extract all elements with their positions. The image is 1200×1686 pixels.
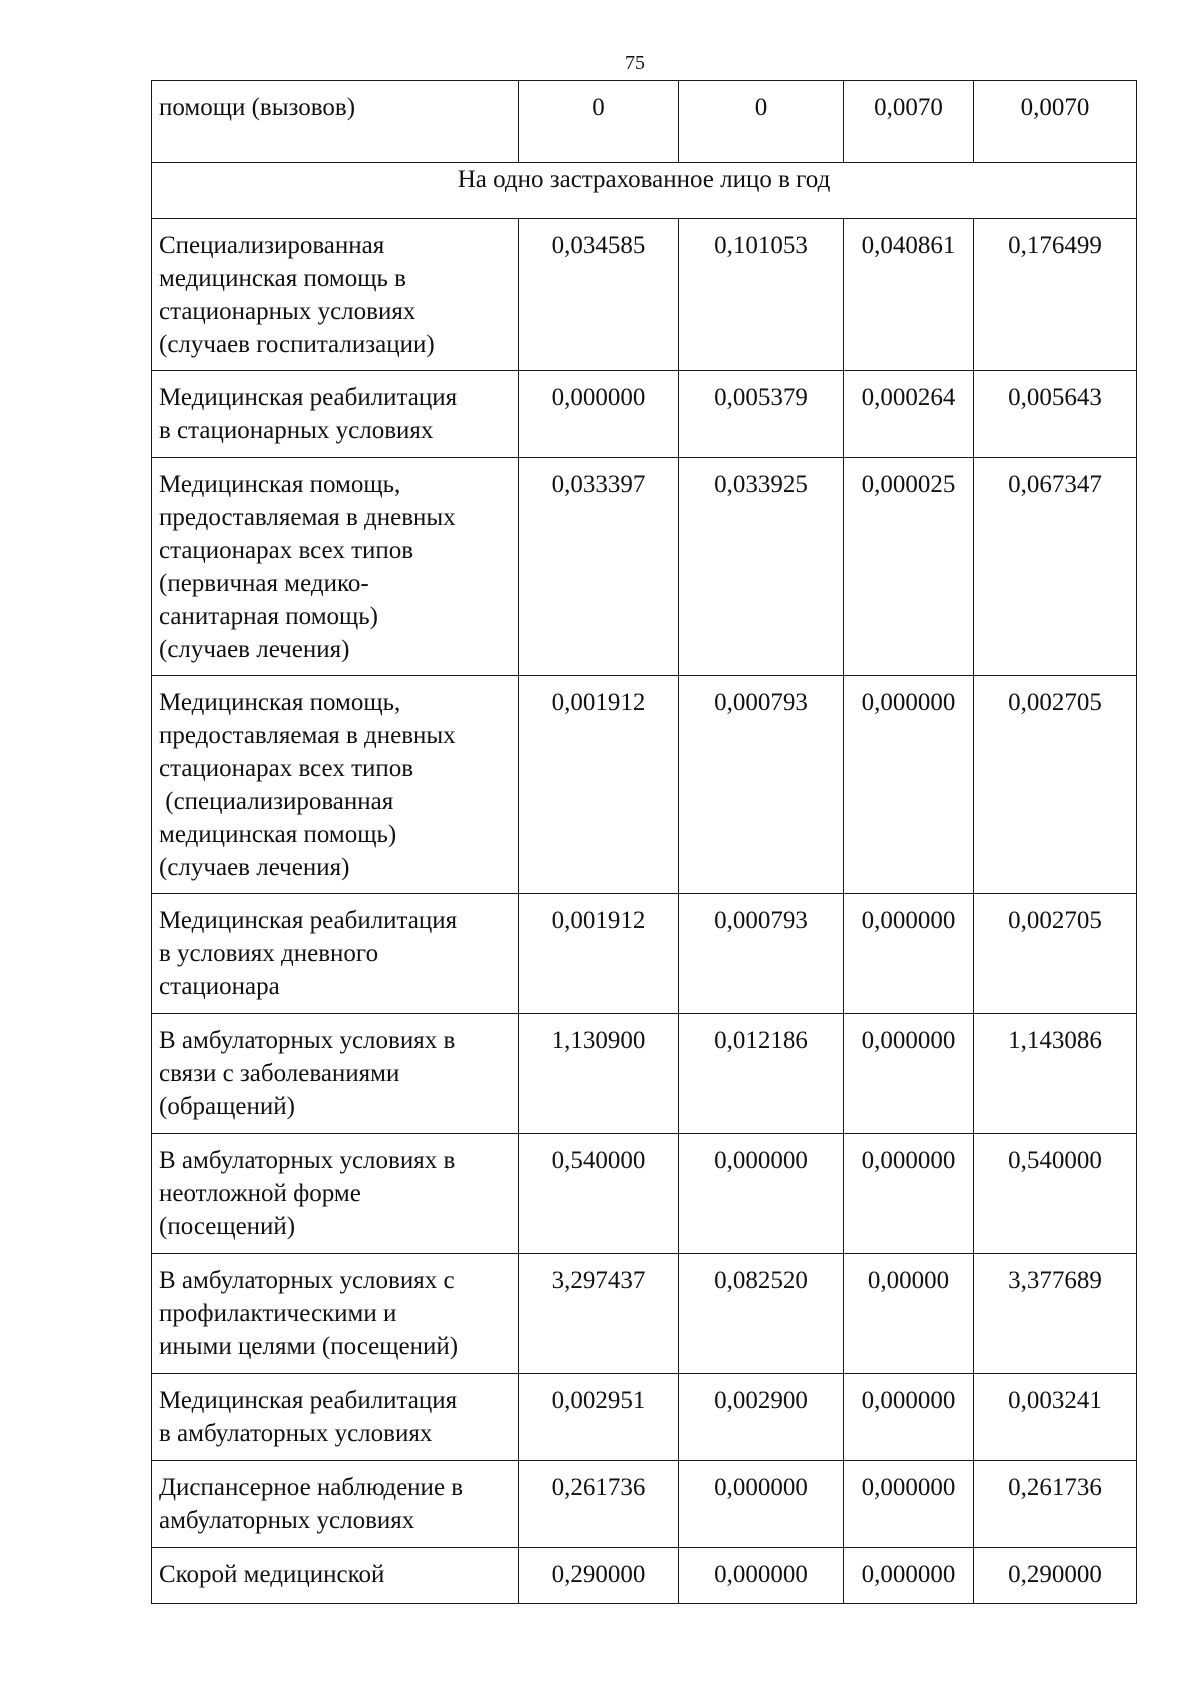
value-col-4: 0,067347 — [974, 458, 1137, 676]
value-col-4: 0,002705 — [974, 676, 1137, 894]
value-col-4: 1,143086 — [974, 1014, 1137, 1134]
value-col-4: 3,377689 — [974, 1254, 1137, 1374]
row-label-line: Медицинская реабилитация — [159, 384, 458, 411]
row-label-line: В амбулаторных условиях с — [159, 1267, 455, 1294]
value-col-3: 0,00000 — [844, 1254, 974, 1374]
row-label-line: Специализированная — [159, 232, 385, 259]
value-col-4: 0,176499 — [974, 219, 1137, 371]
value-col-3: 0,000025 — [844, 458, 974, 676]
row-label-line: иными целями (посещений) — [159, 1333, 459, 1360]
value-col-2: 0,005379 — [679, 371, 844, 458]
row-label-line: В амбулаторных условиях в — [159, 1147, 456, 1174]
row-label — [152, 1548, 519, 1604]
value-col-3: 0,000000 — [844, 676, 974, 894]
value-col-1: 0,002951 — [519, 1374, 679, 1461]
value-col-1: 0,001912 — [519, 676, 679, 894]
value-col-2: 0 — [679, 81, 844, 163]
value-col-3: 0,000000 — [844, 1134, 974, 1254]
value-col-1: 0,001912 — [519, 894, 679, 1014]
value-col-2: 0,002900 — [679, 1374, 844, 1461]
row-label — [152, 1134, 519, 1254]
row-label — [152, 458, 519, 676]
value-col-3: 0,000000 — [844, 1548, 974, 1604]
value-col-4: 0,0070 — [974, 81, 1137, 163]
row-label-line: медицинская помощь в — [159, 265, 406, 292]
value-col-3: 0,000000 — [844, 1461, 974, 1548]
row-label-line: в амбулаторных условиях — [159, 1420, 433, 1447]
row-label-line: Диспансерное наблюдение в — [159, 1474, 464, 1501]
value-col-4: 0,261736 — [974, 1461, 1137, 1548]
row-label-line: неотложной форме — [159, 1180, 361, 1207]
row-label: помощи (вызовов) — [152, 81, 519, 163]
row-label-line: санитарная помощь) — [159, 603, 379, 630]
value-col-2: 0,000000 — [679, 1548, 844, 1604]
row-label-line: Медицинская реабилитация — [159, 907, 458, 934]
data-table — [151, 80, 1137, 1604]
row-label-line: Скорой медицинской — [159, 1561, 385, 1588]
value-col-3: 0,000000 — [844, 1014, 974, 1134]
row-label-line: медицинская помощь) — [159, 821, 397, 848]
value-col-1: 0,034585 — [519, 219, 679, 371]
row-label-line: стационарных условиях — [159, 298, 416, 325]
value-col-1: 0,261736 — [519, 1461, 679, 1548]
row-label-line: стационарах всех типов — [159, 755, 414, 782]
value-col-4: 0,290000 — [974, 1548, 1137, 1604]
value-col-2: 0,082520 — [679, 1254, 844, 1374]
table-row — [152, 894, 1137, 1014]
value-col-4: 0,002705 — [974, 894, 1137, 1014]
row-label-line: В амбулаторных условиях в — [159, 1027, 456, 1054]
row-label — [152, 371, 519, 458]
row-label — [152, 1461, 519, 1548]
value-col-3: 0,000000 — [844, 1374, 974, 1461]
row-label — [152, 894, 519, 1014]
value-col-2: 0,000000 — [679, 1461, 844, 1548]
row-label-line: (обращений) — [159, 1093, 295, 1120]
table-row — [152, 458, 1137, 676]
row-label-line: предоставляемая в дневных — [159, 722, 456, 749]
table-row — [152, 676, 1137, 894]
row-label-line: (случаев лечения) — [159, 636, 350, 663]
row-label-line: Медицинская помощь, — [159, 471, 401, 498]
row-label — [152, 1374, 519, 1461]
row-label-line: (случаев лечения) — [159, 854, 350, 881]
table-row — [152, 1014, 1137, 1134]
value-col-1: 0,033397 — [519, 458, 679, 676]
value-col-1: 0,290000 — [519, 1548, 679, 1604]
value-col-2: 0,000793 — [679, 676, 844, 894]
row-label-line: стационара — [159, 973, 280, 1000]
table-row — [152, 1134, 1137, 1254]
table-row — [152, 1548, 1137, 1604]
value-col-1: 3,297437 — [519, 1254, 679, 1374]
row-label — [152, 1014, 519, 1134]
row-label — [152, 676, 519, 894]
table-row-top — [152, 81, 1137, 163]
row-label-line: амбулаторных условиях — [159, 1507, 415, 1534]
row-label-line: (специализированная — [159, 788, 394, 815]
row-label-line: (случаев госпитализации) — [159, 331, 435, 358]
value-col-3: 0,000000 — [844, 894, 974, 1014]
value-col-2: 0,000793 — [679, 894, 844, 1014]
table-row — [152, 219, 1137, 371]
section-header: На одно застрахованное лицо в год — [152, 163, 1137, 219]
row-label — [152, 219, 519, 371]
row-label-line: Медицинская реабилитация — [159, 1387, 458, 1414]
value-col-2: 0,000000 — [679, 1134, 844, 1254]
page-number: 75 — [625, 52, 645, 74]
value-col-4: 0,003241 — [974, 1374, 1137, 1461]
value-col-1: 0,540000 — [519, 1134, 679, 1254]
row-label-line: в условиях дневного — [159, 940, 379, 967]
row-label-line: (посещений) — [159, 1213, 296, 1240]
row-label-line: Медицинская помощь, — [159, 689, 401, 716]
row-label-line: связи с заболеваниями — [159, 1060, 400, 1087]
value-col-1: 0 — [519, 81, 679, 163]
row-label-line: стационарах всех типов — [159, 537, 414, 564]
table-row — [152, 1461, 1137, 1548]
value-col-1: 1,130900 — [519, 1014, 679, 1134]
table-row — [152, 1254, 1137, 1374]
row-label-line: профилактическими и — [159, 1300, 397, 1327]
value-col-3: 0,000264 — [844, 371, 974, 458]
row-label-line: в стационарных условиях — [159, 417, 434, 444]
row-label-line: предоставляемая в дневных — [159, 504, 456, 531]
row-label-line: (первичная медико- — [159, 570, 369, 597]
value-col-4: 0,005643 — [974, 371, 1137, 458]
table-row — [152, 1374, 1137, 1461]
row-label — [152, 1254, 519, 1374]
value-col-3: 0,040861 — [844, 219, 974, 371]
value-col-2: 0,012186 — [679, 1014, 844, 1134]
value-col-2: 0,101053 — [679, 219, 844, 371]
value-col-3: 0,0070 — [844, 81, 974, 163]
value-col-4: 0,540000 — [974, 1134, 1137, 1254]
table-row — [152, 371, 1137, 458]
value-col-1: 0,000000 — [519, 371, 679, 458]
section-header-row — [152, 163, 1137, 219]
value-col-2: 0,033925 — [679, 458, 844, 676]
